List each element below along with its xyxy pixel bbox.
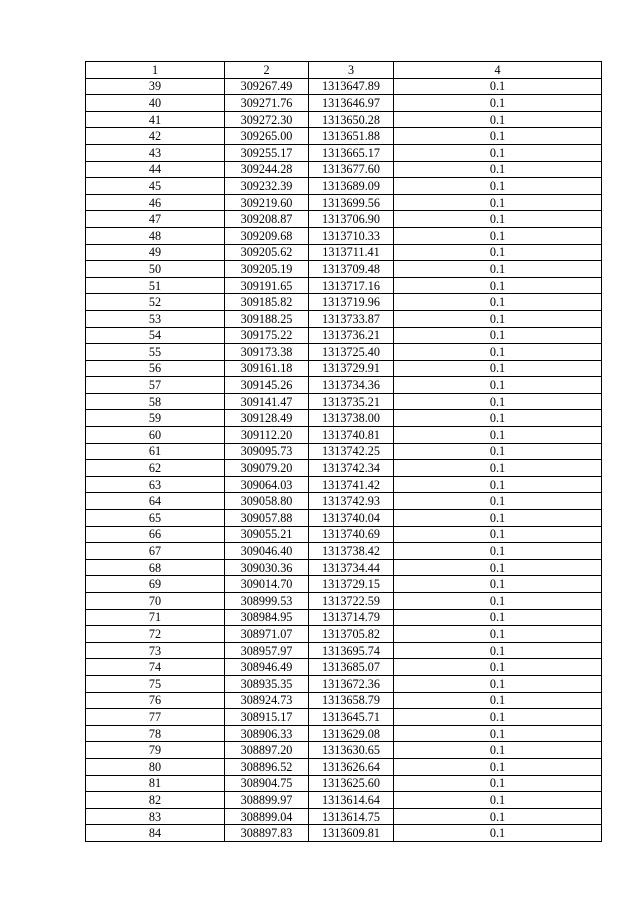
table-cell: 0.1 xyxy=(394,543,602,560)
table-cell: 0.1 xyxy=(394,294,602,311)
table-cell: 43 xyxy=(86,144,225,161)
table-cell: 0.1 xyxy=(394,443,602,460)
table-cell: 309175.22 xyxy=(225,327,309,344)
table-cell: 0.1 xyxy=(394,427,602,444)
table-cell: 0.1 xyxy=(394,344,602,361)
table-row xyxy=(86,111,602,128)
table-cell: 68 xyxy=(86,559,225,576)
table-cell: 1313645.71 xyxy=(309,709,394,726)
table-cell: 0.1 xyxy=(394,808,602,825)
table-cell: 1313742.34 xyxy=(309,460,394,477)
table-cell: 1313741.42 xyxy=(309,476,394,493)
table-cell: 0.1 xyxy=(394,111,602,128)
table-cell: 309173.38 xyxy=(225,344,309,361)
table-row xyxy=(86,792,602,809)
table-row xyxy=(86,294,602,311)
table-row xyxy=(86,576,602,593)
table-cell: 309030.36 xyxy=(225,559,309,576)
table-cell: 1313719.96 xyxy=(309,294,394,311)
table-cell: 1313614.64 xyxy=(309,792,394,809)
table-cell: 0.1 xyxy=(394,476,602,493)
table-cell: 0.1 xyxy=(394,194,602,211)
table-cell: 1313738.42 xyxy=(309,543,394,560)
table-cell: 0.1 xyxy=(394,593,602,610)
table-cell: 0.1 xyxy=(394,78,602,95)
table-cell: 47 xyxy=(86,211,225,228)
table-cell: 0.1 xyxy=(394,659,602,676)
table-cell: 0.1 xyxy=(394,144,602,161)
table-cell: 69 xyxy=(86,576,225,593)
table-row xyxy=(86,642,602,659)
table-cell: 309055.21 xyxy=(225,526,309,543)
table-cell: 40 xyxy=(86,95,225,112)
table-cell: 1313709.48 xyxy=(309,261,394,278)
table-cell: 82 xyxy=(86,792,225,809)
table-cell: 39 xyxy=(86,78,225,95)
table-row xyxy=(86,377,602,394)
table-cell: 77 xyxy=(86,709,225,726)
table-row xyxy=(86,393,602,410)
table-row xyxy=(86,178,602,195)
table-cell: 1313658.79 xyxy=(309,692,394,709)
table-row xyxy=(86,227,602,244)
table-row xyxy=(86,410,602,427)
table-cell: 1313738.00 xyxy=(309,410,394,427)
table-cell: 56 xyxy=(86,360,225,377)
table-cell: 53 xyxy=(86,310,225,327)
table-cell: 0.1 xyxy=(394,510,602,527)
table-cell: 0.1 xyxy=(394,792,602,809)
table-cell: 1313711.41 xyxy=(309,244,394,261)
table-row xyxy=(86,443,602,460)
table-cell: 1313672.36 xyxy=(309,675,394,692)
column-header: 3 xyxy=(309,62,394,79)
table-cell: 309046.40 xyxy=(225,543,309,560)
coordinates-table xyxy=(85,61,602,842)
table-cell: 308935.35 xyxy=(225,675,309,692)
table-cell: 51 xyxy=(86,277,225,294)
table-cell: 0.1 xyxy=(394,377,602,394)
table-cell: 1313714.79 xyxy=(309,609,394,626)
table-cell: 75 xyxy=(86,675,225,692)
table-row xyxy=(86,128,602,145)
table-cell: 0.1 xyxy=(394,310,602,327)
table-row xyxy=(86,609,602,626)
table-cell: 57 xyxy=(86,377,225,394)
table-cell: 60 xyxy=(86,427,225,444)
table-cell: 309058.80 xyxy=(225,493,309,510)
table-cell: 1313646.97 xyxy=(309,95,394,112)
table-cell: 1313734.44 xyxy=(309,559,394,576)
table-row xyxy=(86,493,602,510)
table-row xyxy=(86,510,602,527)
table-cell: 66 xyxy=(86,526,225,543)
table-cell: 1313614.75 xyxy=(309,808,394,825)
table-cell: 1313689.09 xyxy=(309,178,394,195)
table-cell: 1313705.82 xyxy=(309,626,394,643)
table-cell: 0.1 xyxy=(394,360,602,377)
table-cell: 0.1 xyxy=(394,692,602,709)
table-cell: 1313736.21 xyxy=(309,327,394,344)
table-cell: 1313729.15 xyxy=(309,576,394,593)
table-cell: 309205.19 xyxy=(225,261,309,278)
table-cell: 308971.07 xyxy=(225,626,309,643)
table-cell: 0.1 xyxy=(394,526,602,543)
table-cell: 1313650.28 xyxy=(309,111,394,128)
table-cell: 0.1 xyxy=(394,626,602,643)
table-cell: 309265.00 xyxy=(225,128,309,145)
table-row xyxy=(86,244,602,261)
table-cell: 309209.68 xyxy=(225,227,309,244)
table-cell: 44 xyxy=(86,161,225,178)
table-row xyxy=(86,543,602,560)
table-cell: 309128.49 xyxy=(225,410,309,427)
table-cell: 1313629.08 xyxy=(309,725,394,742)
table-row xyxy=(86,360,602,377)
table-cell: 0.1 xyxy=(394,576,602,593)
table-cell: 308904.75 xyxy=(225,775,309,792)
table-cell: 308915.17 xyxy=(225,709,309,726)
table-cell: 1313735.21 xyxy=(309,393,394,410)
table-cell: 0.1 xyxy=(394,178,602,195)
table-row xyxy=(86,725,602,742)
table-row xyxy=(86,526,602,543)
table-cell: 0.1 xyxy=(394,95,602,112)
table-cell: 0.1 xyxy=(394,609,602,626)
table-cell: 309145.26 xyxy=(225,377,309,394)
table-cell: 309014.70 xyxy=(225,576,309,593)
table-cell: 1313630.65 xyxy=(309,742,394,759)
table-row xyxy=(86,261,602,278)
table-cell: 1313725.40 xyxy=(309,344,394,361)
table-cell: 0.1 xyxy=(394,825,602,842)
table-cell: 0.1 xyxy=(394,393,602,410)
table-row xyxy=(86,742,602,759)
table-cell: 309161.18 xyxy=(225,360,309,377)
table-cell: 1313685.07 xyxy=(309,659,394,676)
table-row xyxy=(86,427,602,444)
table-cell: 41 xyxy=(86,111,225,128)
table-cell: 0.1 xyxy=(394,211,602,228)
table-cell: 0.1 xyxy=(394,559,602,576)
table-row xyxy=(86,144,602,161)
table-cell: 46 xyxy=(86,194,225,211)
table-cell: 308896.52 xyxy=(225,758,309,775)
table-row xyxy=(86,460,602,477)
table-cell: 1313742.25 xyxy=(309,443,394,460)
table-row xyxy=(86,775,602,792)
table-row xyxy=(86,277,602,294)
table-cell: 0.1 xyxy=(394,709,602,726)
table-cell: 1313734.36 xyxy=(309,377,394,394)
table-cell: 1313717.16 xyxy=(309,277,394,294)
table-cell: 48 xyxy=(86,227,225,244)
table-cell: 1313647.89 xyxy=(309,78,394,95)
table-cell: 0.1 xyxy=(394,244,602,261)
table-cell: 72 xyxy=(86,626,225,643)
table-cell: 73 xyxy=(86,642,225,659)
table-cell: 1313626.64 xyxy=(309,758,394,775)
table-cell: 0.1 xyxy=(394,277,602,294)
table-cell: 58 xyxy=(86,393,225,410)
table-cell: 309255.17 xyxy=(225,144,309,161)
table-cell: 0.1 xyxy=(394,742,602,759)
table-cell: 42 xyxy=(86,128,225,145)
table-cell: 71 xyxy=(86,609,225,626)
table-cell: 76 xyxy=(86,692,225,709)
table-cell: 45 xyxy=(86,178,225,195)
table-header-row xyxy=(86,62,602,79)
table-cell: 0.1 xyxy=(394,758,602,775)
table-cell: 309095.73 xyxy=(225,443,309,460)
table-row xyxy=(86,95,602,112)
table-cell: 309272.30 xyxy=(225,111,309,128)
table-cell: 1313665.17 xyxy=(309,144,394,161)
table-cell: 0.1 xyxy=(394,128,602,145)
table-cell: 59 xyxy=(86,410,225,427)
table-cell: 1313740.04 xyxy=(309,510,394,527)
table-row xyxy=(86,211,602,228)
table-cell: 83 xyxy=(86,808,225,825)
table-cell: 0.1 xyxy=(394,460,602,477)
table-cell: 74 xyxy=(86,659,225,676)
column-header: 2 xyxy=(225,62,309,79)
table-cell: 1313729.91 xyxy=(309,360,394,377)
column-header: 1 xyxy=(86,62,225,79)
table-cell: 0.1 xyxy=(394,227,602,244)
table-cell: 1313740.81 xyxy=(309,427,394,444)
table-row xyxy=(86,675,602,692)
table-cell: 308899.97 xyxy=(225,792,309,809)
table-cell: 308946.49 xyxy=(225,659,309,676)
table-cell: 1313733.87 xyxy=(309,310,394,327)
table-cell: 309191.65 xyxy=(225,277,309,294)
table-row xyxy=(86,593,602,610)
table-cell: 80 xyxy=(86,758,225,775)
table-cell: 1313740.69 xyxy=(309,526,394,543)
table-cell: 84 xyxy=(86,825,225,842)
table-cell: 52 xyxy=(86,294,225,311)
table-cell: 64 xyxy=(86,493,225,510)
table-cell: 309112.20 xyxy=(225,427,309,444)
table-cell: 308924.73 xyxy=(225,692,309,709)
table-row xyxy=(86,310,602,327)
table-cell: 308984.95 xyxy=(225,609,309,626)
table-row xyxy=(86,626,602,643)
table-cell: 54 xyxy=(86,327,225,344)
table-cell: 1313706.90 xyxy=(309,211,394,228)
table-cell: 1313742.93 xyxy=(309,493,394,510)
table-cell: 67 xyxy=(86,543,225,560)
table-cell: 309208.87 xyxy=(225,211,309,228)
table-row xyxy=(86,559,602,576)
table-cell: 309188.25 xyxy=(225,310,309,327)
table-cell: 309141.47 xyxy=(225,393,309,410)
table-cell: 61 xyxy=(86,443,225,460)
table-cell: 308906.33 xyxy=(225,725,309,742)
table-cell: 308999.53 xyxy=(225,593,309,610)
table-cell: 309079.20 xyxy=(225,460,309,477)
table-cell: 1313677.60 xyxy=(309,161,394,178)
table-cell: 309267.49 xyxy=(225,78,309,95)
table-cell: 0.1 xyxy=(394,725,602,742)
table-cell: 308899.04 xyxy=(225,808,309,825)
table-cell: 309244.28 xyxy=(225,161,309,178)
table-cell: 78 xyxy=(86,725,225,742)
table-cell: 65 xyxy=(86,510,225,527)
table-cell: 309064.03 xyxy=(225,476,309,493)
table-row xyxy=(86,692,602,709)
table-cell: 309271.76 xyxy=(225,95,309,112)
table-cell: 62 xyxy=(86,460,225,477)
table-cell: 309205.62 xyxy=(225,244,309,261)
table-cell: 1313699.56 xyxy=(309,194,394,211)
table-cell: 1313722.59 xyxy=(309,593,394,610)
table-cell: 1313651.88 xyxy=(309,128,394,145)
table-cell: 308957.97 xyxy=(225,642,309,659)
table-cell: 308897.20 xyxy=(225,742,309,759)
table-row xyxy=(86,808,602,825)
table-cell: 0.1 xyxy=(394,775,602,792)
table-cell: 309232.39 xyxy=(225,178,309,195)
table-cell: 1313710.33 xyxy=(309,227,394,244)
table-cell: 0.1 xyxy=(394,261,602,278)
table-cell: 55 xyxy=(86,344,225,361)
table-row xyxy=(86,659,602,676)
table-cell: 309185.82 xyxy=(225,294,309,311)
table-row xyxy=(86,327,602,344)
table-body xyxy=(86,78,602,841)
table-cell: 309219.60 xyxy=(225,194,309,211)
table-cell: 1313695.74 xyxy=(309,642,394,659)
table-cell: 49 xyxy=(86,244,225,261)
table-cell: 0.1 xyxy=(394,675,602,692)
table-row xyxy=(86,709,602,726)
table-row xyxy=(86,758,602,775)
table-cell: 309057.88 xyxy=(225,510,309,527)
table-cell: 0.1 xyxy=(394,410,602,427)
table-row xyxy=(86,825,602,842)
table-cell: 1313609.81 xyxy=(309,825,394,842)
table-cell: 1313625.60 xyxy=(309,775,394,792)
table-cell: 0.1 xyxy=(394,642,602,659)
table-cell: 50 xyxy=(86,261,225,278)
table-cell: 0.1 xyxy=(394,493,602,510)
table-row xyxy=(86,161,602,178)
table-row xyxy=(86,194,602,211)
table-row xyxy=(86,344,602,361)
table-cell: 308897.83 xyxy=(225,825,309,842)
table-cell: 0.1 xyxy=(394,327,602,344)
table-cell: 63 xyxy=(86,476,225,493)
table-cell: 70 xyxy=(86,593,225,610)
table-cell: 81 xyxy=(86,775,225,792)
table-cell: 79 xyxy=(86,742,225,759)
table-row xyxy=(86,78,602,95)
table-cell: 0.1 xyxy=(394,161,602,178)
column-header: 4 xyxy=(394,62,602,79)
table-row xyxy=(86,476,602,493)
